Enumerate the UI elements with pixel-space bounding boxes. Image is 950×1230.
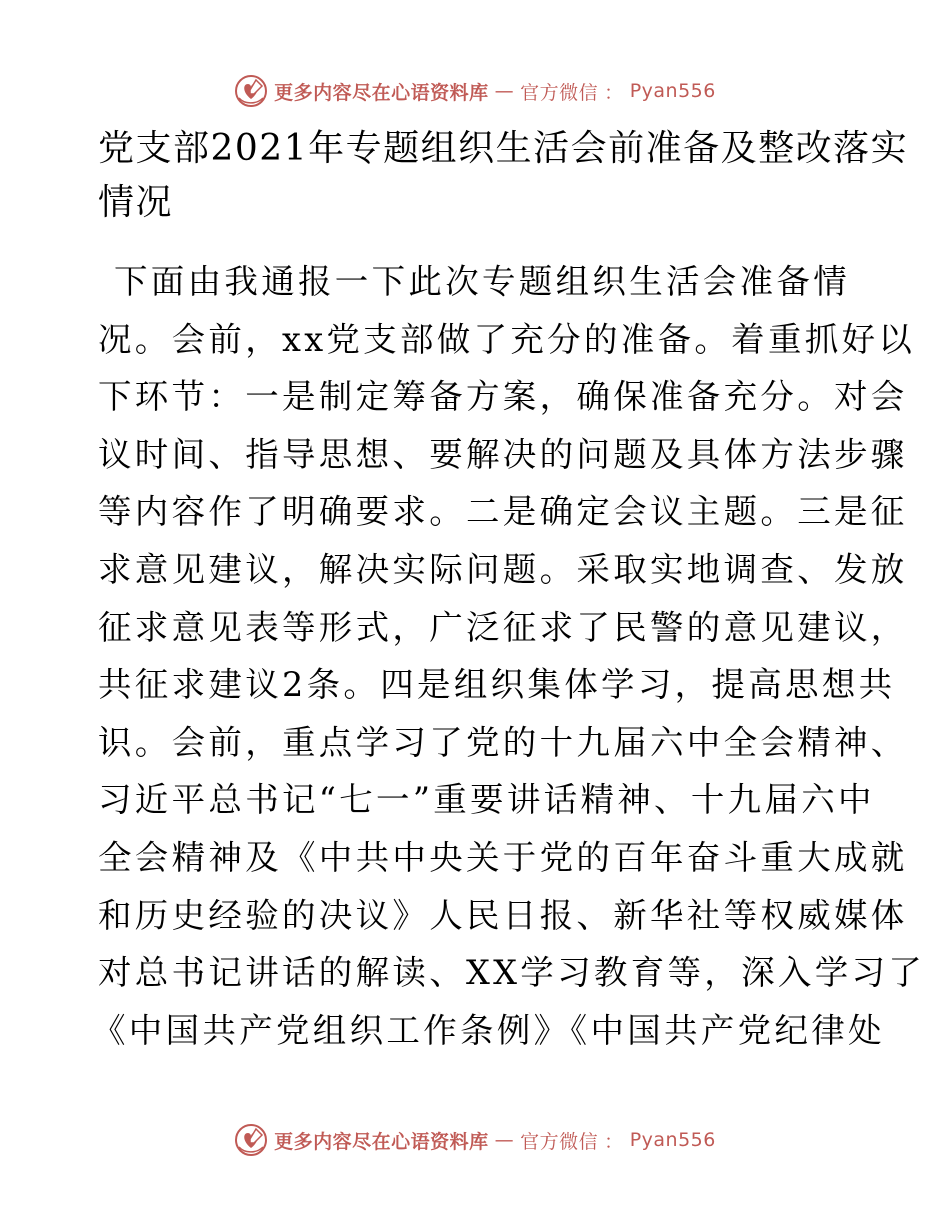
watermark-brand: 更多内容尽在心语资料库 [274, 1130, 489, 1153]
watermark-colon: ： [604, 1130, 624, 1153]
body-line: 对总书记讲话的解读、XX学习教育等，深入学习了 [98, 953, 926, 993]
title-line: 情况 [98, 182, 174, 223]
title-line: 党支部2021年专题组织生活会前准备及整改落实 [98, 128, 909, 169]
watermark-dash: — [494, 80, 515, 102]
document-body [92, 253, 926, 1059]
body-line: 议时间、指导思想、要解决的问题及具体方法步骤 [98, 434, 908, 474]
watermark-wechat-label: 官方微信 [520, 81, 599, 104]
body-line: 和历史经验的决议》人民日报、新华社等权威媒体 [98, 895, 908, 935]
watermark-dash: — [494, 1129, 515, 1151]
watermark-wechat-label: 官方微信 [520, 1130, 599, 1153]
body-line: 征求意见表等形式，广泛征求了民警的意见建议， [98, 607, 908, 647]
body-line: 等内容作了明确要求。二是确定会议主题。三是征 [98, 492, 908, 532]
body-line: 求意见建议，解决实际问题。采取实地调查、发放 [98, 549, 908, 589]
body-line: 下面由我通报一下此次专题组织生活会准备情 [114, 262, 850, 301]
heart-pen-logo-icon [234, 1123, 268, 1157]
body-line: 全会精神及《中共中央关于党的百年奋斗重大成就 [98, 837, 908, 877]
body-line: 况。会前，xx党支部做了充分的准备。着重抓好以 [98, 319, 916, 359]
document-title [98, 122, 909, 230]
watermark-colon: ： [604, 81, 624, 104]
header-watermark [0, 71, 950, 111]
watermark-handle: Pyan556 [629, 1129, 716, 1151]
watermark-handle: Pyan556 [629, 80, 716, 102]
watermark-brand: 更多内容尽在心语资料库 [274, 81, 489, 104]
body-line: 下环节：一是制定筹备方案，确保准备充分。对会 [98, 377, 908, 417]
body-line: 习近平总书记“七一”重要讲话精神、十九届六中 [98, 780, 875, 820]
footer-watermark [0, 1120, 950, 1160]
body-line: 共征求建议2条。四是组织集体学习，提高思想共 [98, 665, 896, 705]
body-line: 识。会前，重点学习了党的十九届六中全会精神、 [98, 722, 908, 762]
body-line: 《中国共产党组织工作条例》《中国共产党纪律处 [92, 1010, 885, 1050]
heart-pen-logo-icon [234, 74, 268, 108]
